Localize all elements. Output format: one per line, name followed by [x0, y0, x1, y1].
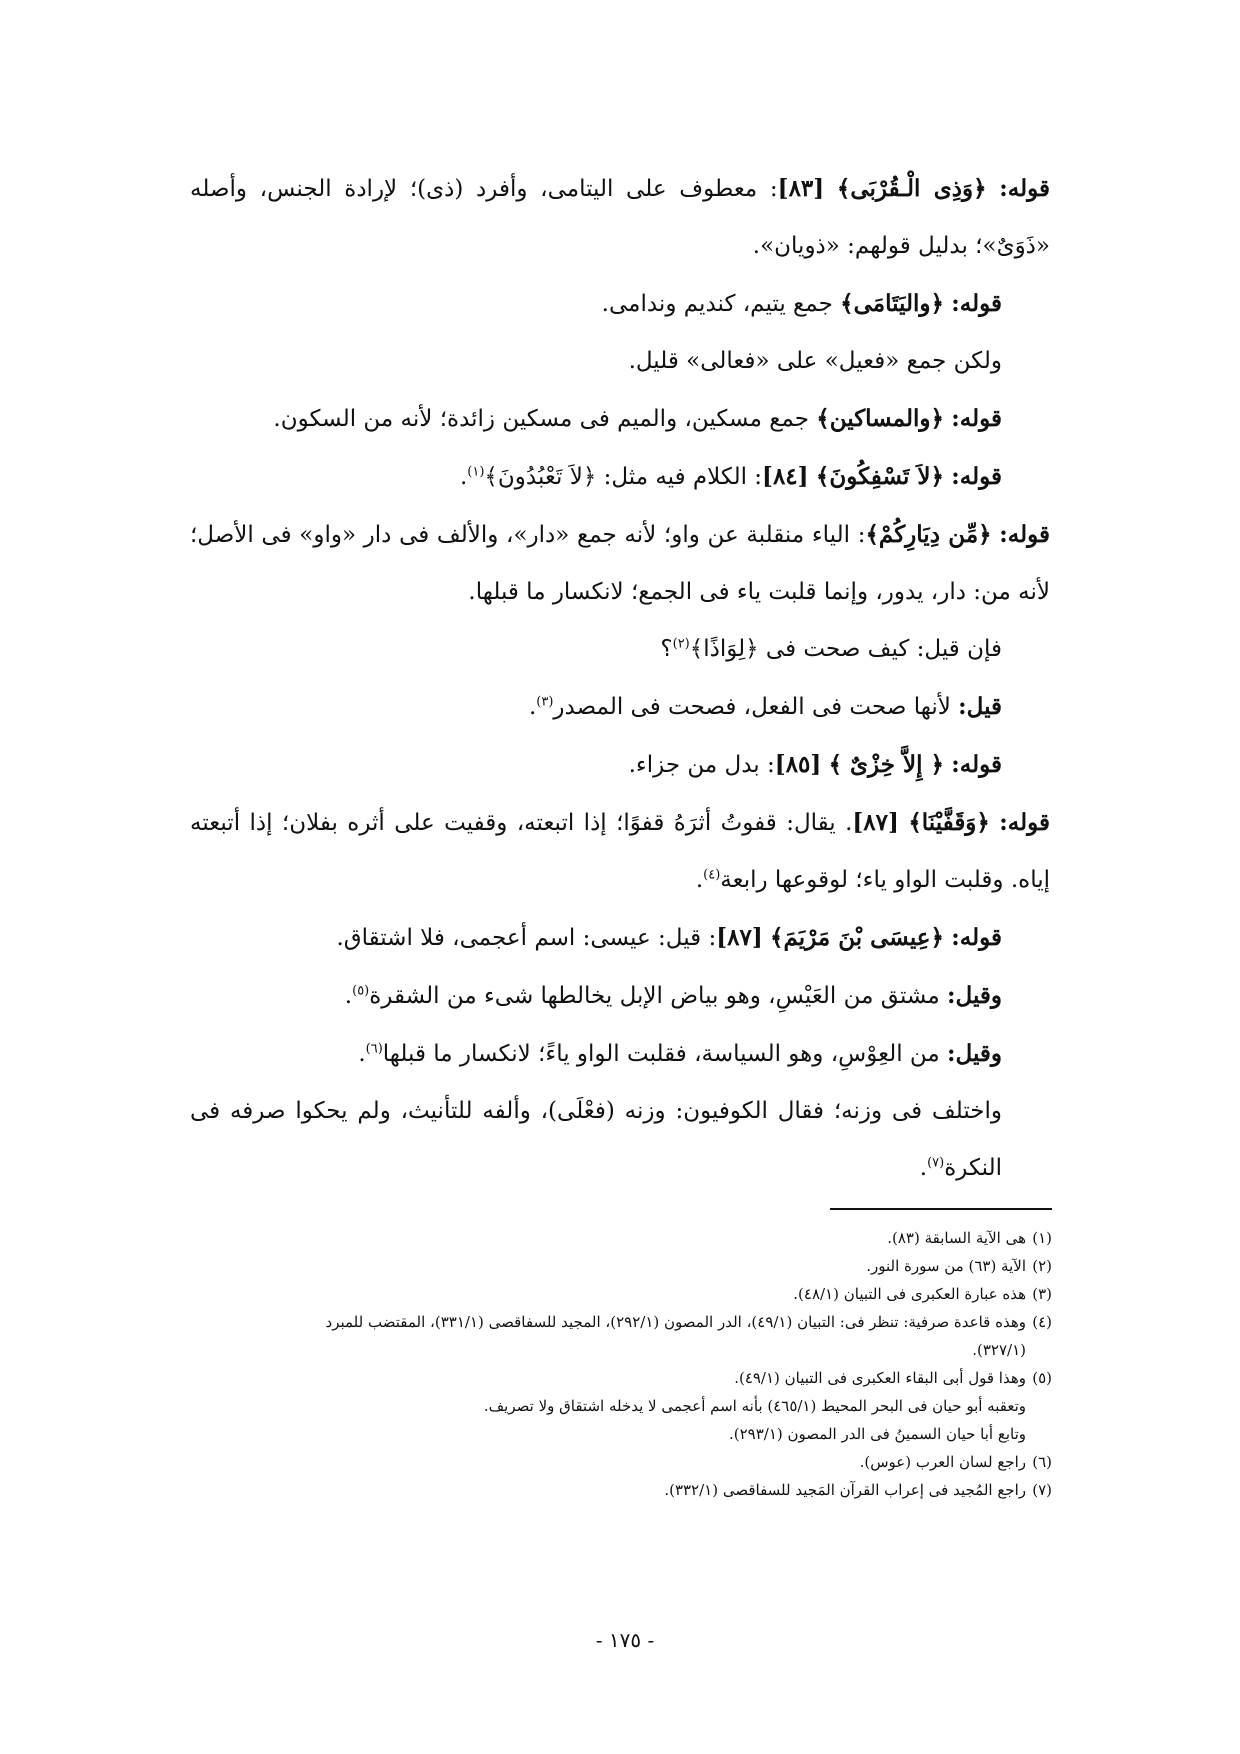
- paragraph-text: من العِوْسِ، وهو السياسة، فقلبت الواو ياءً؛ لانكسار ما قبلها: [382, 1041, 948, 1067]
- footnote-number: (٧): [1032, 1481, 1052, 1499]
- paragraph-text: : الياء منقلبة عن واو؛ لأنه جمع «دار»، والألف فى دار «واو» فى الأصل؛ لأنه من: دار، يدور، وإنما قلبت ياء فى الجمع؛ لانكسار ما قبلها.: [190, 522, 1050, 605]
- paragraph-4: [190, 390, 1050, 448]
- quran-quote: ﴿ إِلاَّ خِزْىٌ ﴾: [828, 751, 944, 778]
- footnote: [190, 1308, 1052, 1364]
- paragraph-10: [190, 794, 1050, 909]
- paragraph-lead: قوله:: [951, 751, 1002, 778]
- verse-number: [٨٥]: [774, 751, 822, 778]
- paragraph-tail: .: [919, 1155, 928, 1181]
- quran-quote: ﴿والمساكين﴾: [816, 405, 944, 432]
- quran-quote: ﴿واليَتَامَى﴾: [840, 290, 944, 317]
- paragraph-tail: .: [695, 867, 704, 893]
- footnote-text: هذه عبارة العكبرى فى التبيان (٤٨/١).: [793, 1285, 1026, 1303]
- footnote-text: الآية (٦٣) من سورة النور.: [866, 1257, 1026, 1275]
- footnote-text: وهذه قاعدة صرفية: تنظر فى: التبيان (٤٩/١)، الدر المصون (٢٩٢/١)، المجيد للسفاقصى (٣٣١/١)، المقتضب للمبرد: [325, 1313, 1026, 1331]
- footnote: [190, 1448, 1052, 1476]
- footnote-marker: (١): [467, 464, 485, 480]
- footnote-text: وتعقبه أبو حيان فى البحر المحيط (٤٦٥/١) بأنه اسم أعجمى لا يدخله اشتقاق ولا تصريف.: [483, 1397, 1026, 1415]
- footnote-number: (١): [1032, 1229, 1052, 1247]
- paragraph-text: جمع يتيم، كنديم وندامى.: [601, 291, 841, 317]
- paragraph-tail: .: [459, 464, 468, 490]
- footnote-text: وهذا قول أبى البقاء العكبرى فى التبيان (٤٩/١).: [734, 1369, 1026, 1387]
- footnote-marker: (٣): [536, 694, 554, 710]
- paragraph-text: : معطوف على اليتامى، وأفرد (ذى)؛ لإرادة الجنس، وأصله «ذَوَىٌ»؛ بدليل قولهم: «ذويان».: [190, 176, 1050, 259]
- footnote-marker: (٦): [365, 1041, 383, 1057]
- footnote-continuation-line: [190, 1392, 1052, 1420]
- paragraph-lead: قوله:: [999, 175, 1050, 202]
- paragraph-text: جمع مسكين، والميم فى مسكين زائدة؛ لأنه من السكون.: [273, 406, 817, 432]
- paragraph-13: [190, 1025, 1050, 1083]
- quran-quote: ﴿لاَ تَسْفِكُونَ﴾: [815, 463, 944, 490]
- paragraph-lead: قوله:: [951, 924, 1002, 951]
- paragraph-text: لأنها صحت فى الفعل، فصحت فى المصدر: [553, 694, 959, 720]
- quran-quote: ﴿وَقَفَّيْنَا﴾: [908, 809, 990, 836]
- paragraph-7: [190, 621, 1050, 678]
- verse-number: [٨٧]: [716, 924, 763, 951]
- paragraph-9: [190, 736, 1050, 794]
- footnote-text: راجع لسان العرب (عوس).: [859, 1453, 1026, 1471]
- main-text: [190, 160, 1050, 1197]
- footnotes: [190, 1224, 1052, 1504]
- verse-number: [٨٣]: [777, 175, 825, 202]
- footnote: [190, 1476, 1052, 1504]
- footnote-number: (٦): [1032, 1453, 1052, 1471]
- footnote-marker: (٤): [703, 867, 721, 883]
- paragraph-text: : الكلام فيه مثل: ﴿لاَ تَعْبُدُونَ﴾: [484, 464, 763, 490]
- footnote-continuation: (٣٢٧/١).: [972, 1341, 1026, 1359]
- paragraph-text: فإن قيل: كيف صحت فى ﴿لِوَاذًا﴾: [689, 636, 1002, 662]
- footnote-marker: (٧): [927, 1155, 945, 1171]
- quran-quote: ﴿عِيسَى بْنَ مَرْيَمَ﴾: [770, 924, 944, 951]
- paragraph-text: واختلف فى وزنه؛ فقال الكوفيون: وزنه (فعْلَى)، وألفه للتأنيث، ولم يحكوا صرفه فى النكرة: [190, 1098, 1002, 1181]
- paragraph-lead: وقيل:: [947, 982, 1002, 1009]
- paragraph-lead: قوله:: [999, 809, 1051, 836]
- paragraph-12: [190, 967, 1050, 1025]
- quran-quote: ﴿مِّن دِيَارِكُمْ﴾: [865, 521, 992, 548]
- verse-number: [٨٤]: [762, 463, 809, 490]
- paragraph-1: [190, 160, 1050, 275]
- verse-number: [٨٧]: [852, 809, 899, 836]
- paragraph-lead: قوله:: [999, 521, 1051, 548]
- footnote: [190, 1364, 1052, 1392]
- footnote: [190, 1252, 1052, 1280]
- quran-quote: ﴿وَذِى الْـقُرْبَى﴾: [836, 175, 987, 202]
- paragraph-lead: قوله:: [951, 405, 1002, 432]
- footnote-number: (٢): [1032, 1257, 1052, 1275]
- paragraph-tail: .: [528, 694, 537, 720]
- footnote-separator: [830, 1208, 1052, 1210]
- paragraph-11: [190, 909, 1050, 967]
- paragraph-lead: قوله:: [951, 290, 1002, 317]
- paragraph-3: [190, 333, 1050, 390]
- footnote-number: (٣): [1032, 1285, 1052, 1303]
- footnote-text: راجع المُجيد فى إعراب القرآن المَجيد للسفاقصى (٣٣٢/١).: [664, 1481, 1026, 1499]
- paragraph-8: [190, 678, 1050, 736]
- paragraph-tail: .: [358, 1041, 366, 1067]
- paragraph-5: [190, 448, 1050, 506]
- paragraph-lead: وقيل:: [947, 1040, 1002, 1067]
- paragraph-text: : قيل: عيسى: اسم أعجمى، فلا اشتقاق.: [336, 925, 717, 951]
- paragraph-text: : بدل من جزاء.: [628, 752, 775, 778]
- footnote-text: هى الآية السابقة (٨٣).: [887, 1229, 1026, 1247]
- footnote: [190, 1224, 1052, 1252]
- paragraph-6: [190, 506, 1050, 621]
- paragraph-2: [190, 275, 1050, 333]
- footnote-number: (٥): [1032, 1369, 1052, 1387]
- footnote-text: وتابع أبا حيان السمينُ فى الدر المصون (٢٩٣/١).: [728, 1425, 1026, 1443]
- paragraph-text: . يقال: قفوتُ أثرَهُ قفوًا؛ إذا اتبعته، وقفيت على أثره بفلان؛ إذا أتبعته إياه. وقلبت الواو ياء؛ لوقوعها رابعة: [190, 810, 1050, 893]
- footnote-number: (٤): [1032, 1313, 1052, 1331]
- paragraph-text: ولكن جمع «فعيل» على «فعالى» قليل.: [628, 348, 1002, 374]
- footnote: [190, 1280, 1052, 1308]
- paragraph-lead: قوله:: [951, 463, 1002, 490]
- paragraph-tail: .: [344, 983, 353, 1009]
- paragraph-tail: ؟: [660, 636, 673, 662]
- paragraph-14: [190, 1083, 1050, 1197]
- paragraph-text: مشتق من العَيْسِ، وهو بياض الإبل يخالطها شىء من الشقرة: [369, 983, 948, 1009]
- footnote-marker: (٥): [352, 983, 370, 999]
- paragraph-lead: قيل:: [958, 693, 1002, 720]
- page-number: - ١٧٥ -: [595, 1628, 655, 1652]
- footnote-marker: (٢): [672, 636, 690, 652]
- footnote-continuation-line: [190, 1420, 1052, 1448]
